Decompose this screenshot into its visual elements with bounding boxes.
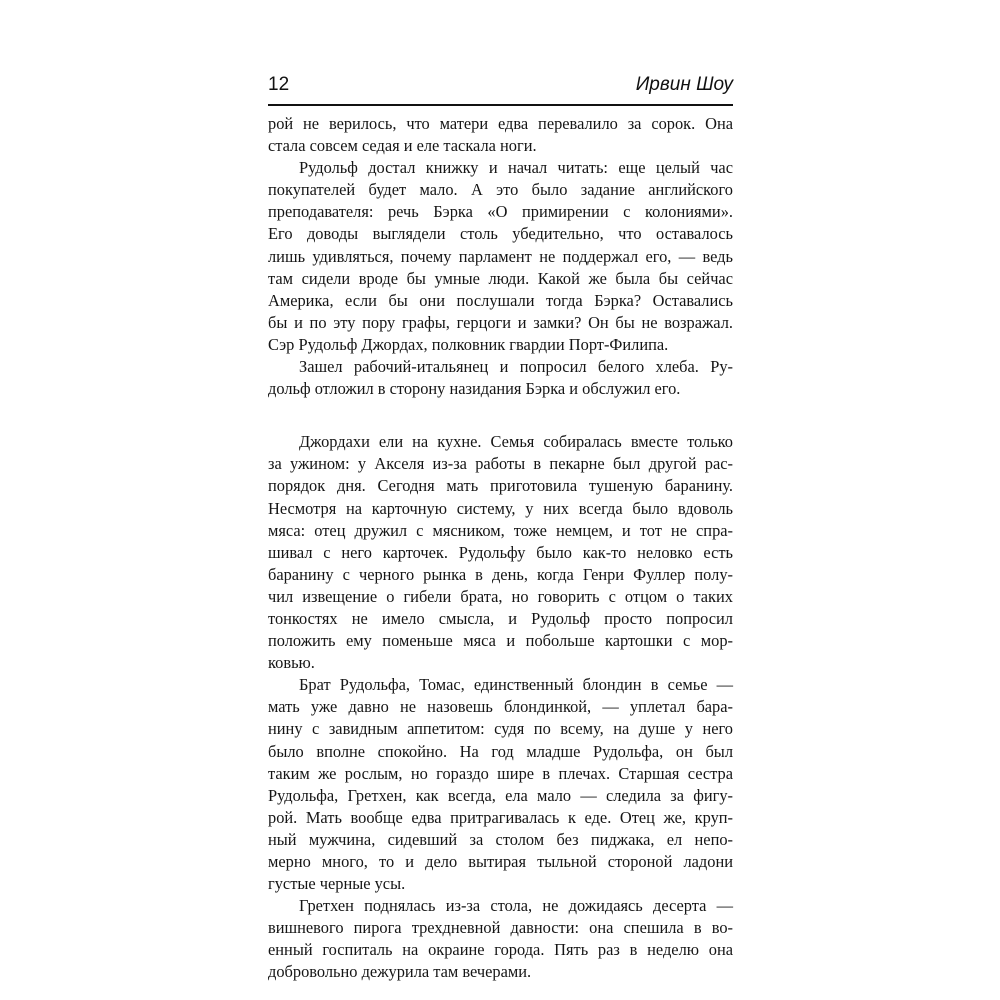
text-line: было вполне спокойно. На год младше Рудольфа, он был <box>268 741 733 761</box>
text-line: ковью. <box>268 653 315 673</box>
page-number: 12 <box>268 74 290 95</box>
text-line: енный госпиталь на окраине города. Пять раз в неделю она <box>268 940 733 960</box>
text-line: рой. Мать вообще едва притрагивалась к еде. Отец же, круп- <box>268 807 733 827</box>
text-line: Америка, если бы они послушали тогда Бэрка? Оставались <box>268 290 733 310</box>
text-line: Рудольф достал книжку и начал читать: еще целый час <box>299 158 733 178</box>
header-rule <box>268 104 733 106</box>
text-line: покупателей будет мало. А это было задание английского <box>268 180 733 200</box>
text-line: Джордахи ели на кухне. Семья собиралась вместе только <box>299 432 733 452</box>
paragraph <box>268 157 733 356</box>
text-line: Гретхен поднялась из-за стола, не дожидаясь десерта — <box>299 896 733 916</box>
text-line: нину с завидным аппетитом: судя по всему, на душе у него <box>268 719 733 739</box>
text-line: ный мужчина, сидевший за столом без пиджака, ел непо- <box>268 829 733 849</box>
text-line: мерно много, то и дело вытирая тыльной стороной ладони <box>268 852 733 871</box>
text-line: Сэр Рудольф Джордах, полковник гвардии Порт-Филипа. <box>268 334 669 354</box>
text-line: таким же рослым, но гораздо шире в плечах. Старшая сестра <box>268 763 733 783</box>
text-line: дольф отложил в сторону назидания Бэрка и обслужил его. <box>268 379 681 399</box>
text-line: положить ему поменьше мяса и побольше картошки с мор- <box>268 631 733 651</box>
text-line: там сидели вроде бы умные люди. Какой же была бы сейчас <box>268 268 733 288</box>
paragraph <box>268 674 733 895</box>
text-line: баранину с черного рынка в день, когда Генри Фуллер полу- <box>268 564 733 584</box>
section-break <box>268 400 733 431</box>
text-line: Его доводы выглядели столь убедительно, что оставалось <box>268 224 733 244</box>
text-line: тонкостях не имело смысла, и Рудольф просто попросил <box>268 608 733 628</box>
text-line: Несмотря на карточную систему, у них всегда было вдоволь <box>268 498 733 518</box>
text-line: шивал с него карточек. Рудольфу было как-то неловко есть <box>268 542 733 562</box>
text-line: Брат Рудольфа, Томас, единственный блондин в семье — <box>299 675 733 695</box>
text-line: преподавателя: речь Бэрка «О примирении с колониями». <box>268 202 733 222</box>
body-text <box>268 113 733 984</box>
paragraph <box>268 895 733 983</box>
paragraph <box>268 431 733 674</box>
text-line: рой не верилось, что матери едва перевалило за сорок. Она <box>268 114 733 133</box>
text-line: мяса: отец дружил с мясником, тоже немцем, и тот не спра- <box>268 520 733 540</box>
text-line: бы и по эту пору графы, герцоги и замки? Он бы не возражал. <box>268 312 733 332</box>
paragraph <box>268 356 733 400</box>
text-line: за ужином: у Акселя из-за работы в пекарне был другой рас- <box>268 454 733 474</box>
text-line: добровольно дежурила там вечерами. <box>268 962 532 982</box>
text-line: Рудольфа, Гретхен, как всегда, ела мало — следила за фигу- <box>268 785 733 805</box>
text-line: вишневого пирога трехдневной давности: она спешила в во- <box>268 918 733 938</box>
text-line: лишь удивляться, почему парламент не поддержал его, — ведь <box>268 246 733 266</box>
text-line: Зашел рабочий-итальянец и попросил белого хлеба. Ру- <box>299 357 733 377</box>
running-head-author: Ирвин Шоу <box>635 74 733 95</box>
paragraph <box>268 113 733 157</box>
text-line: густые черные усы. <box>268 874 406 894</box>
text-line: мать уже давно не назовешь блондинкой, — уплетал бара- <box>268 697 733 717</box>
page-header <box>268 74 733 104</box>
text-line: порядок дня. Сегодня мать приготовила тушеную баранину. <box>268 476 733 496</box>
text-line: стала совсем седая и еле таскала ноги. <box>268 136 537 156</box>
text-line: чил извещение о гибели брата, но говорить с отцом о таких <box>268 586 733 606</box>
